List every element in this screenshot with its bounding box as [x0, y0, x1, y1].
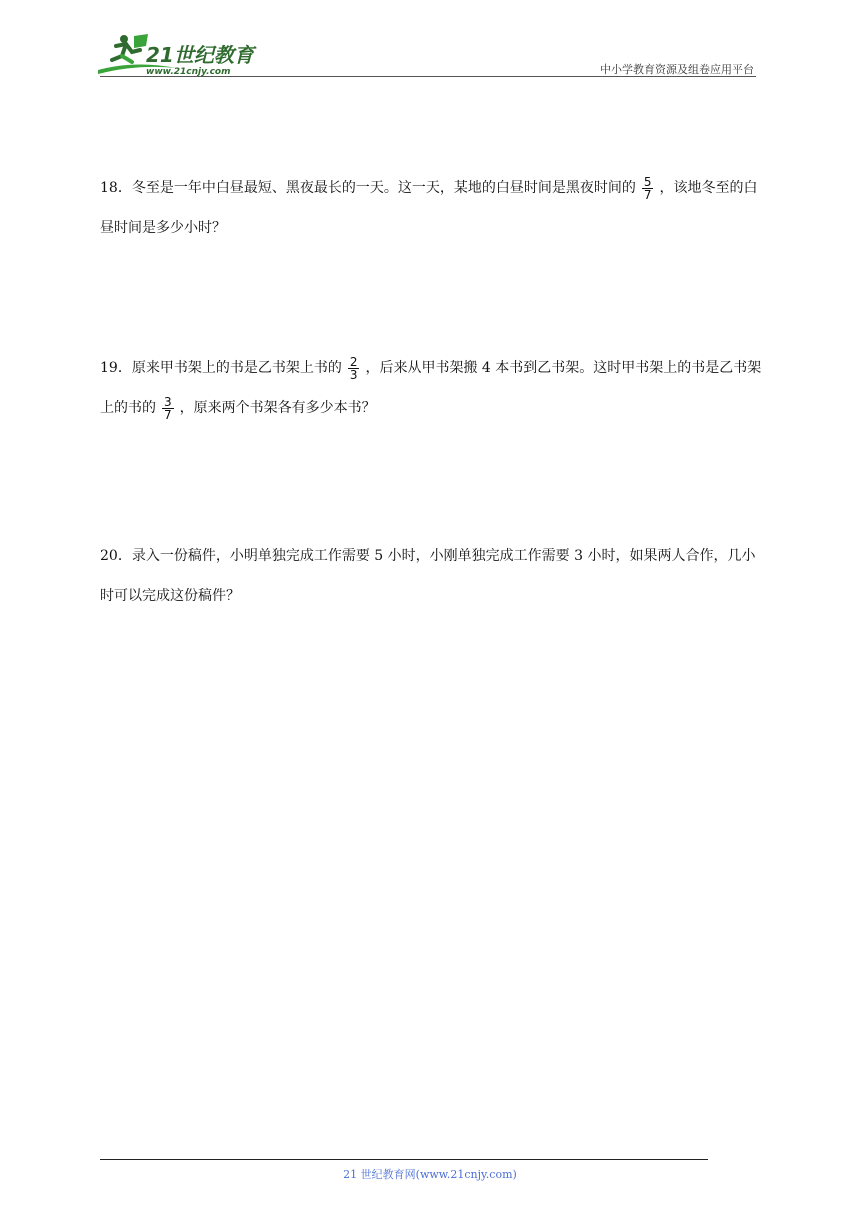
question-number: 19．	[100, 360, 132, 376]
fraction: $\frac{5}{7}$	[643, 174, 652, 202]
question-18	[100, 168, 764, 248]
page-header	[96, 30, 760, 78]
logo-url: www.21cnjy.com	[146, 67, 231, 77]
question-19	[100, 348, 764, 428]
question-text: 原来甲书架上的书是乙书架上书的	[131, 360, 342, 376]
question-text: 冬至是一年中白昼最短、黑夜最长的一天。这一天，某地的白昼时间是黑夜时间的	[131, 180, 636, 196]
question-text: 录入一份稿件，小明单独完成工作需要 5 小时，小刚单独完成工作需要 3 小时，如果两人合作，几小时可以完成这份稿件？	[100, 548, 756, 604]
footer-rule	[100, 1159, 708, 1160]
logo-text: 21世纪教育	[146, 43, 254, 67]
header-rule	[100, 76, 756, 77]
header-platform-text: 中小学教育资源及组卷应用平台	[600, 63, 754, 76]
question-number: 18．	[100, 180, 132, 196]
question-text: ，该地冬至的白昼时间是多少小时？	[100, 180, 758, 236]
question-20	[100, 536, 764, 616]
fraction: $\frac{2}{3}$	[349, 354, 358, 382]
question-number: 20．	[100, 548, 132, 564]
question-text: ，后来从甲书架搬 4 本书到乙书架。这时甲书架上的书是乙书架上的书的	[100, 360, 762, 416]
question-text: ，原来两个书架各有多少本书？	[179, 400, 376, 416]
logo-21cnjy	[96, 30, 266, 78]
fraction: $\frac{3}{7}$	[164, 394, 172, 422]
footer-link[interactable]: 21 世纪教育网(www.21cnjy.com)	[343, 1168, 517, 1181]
